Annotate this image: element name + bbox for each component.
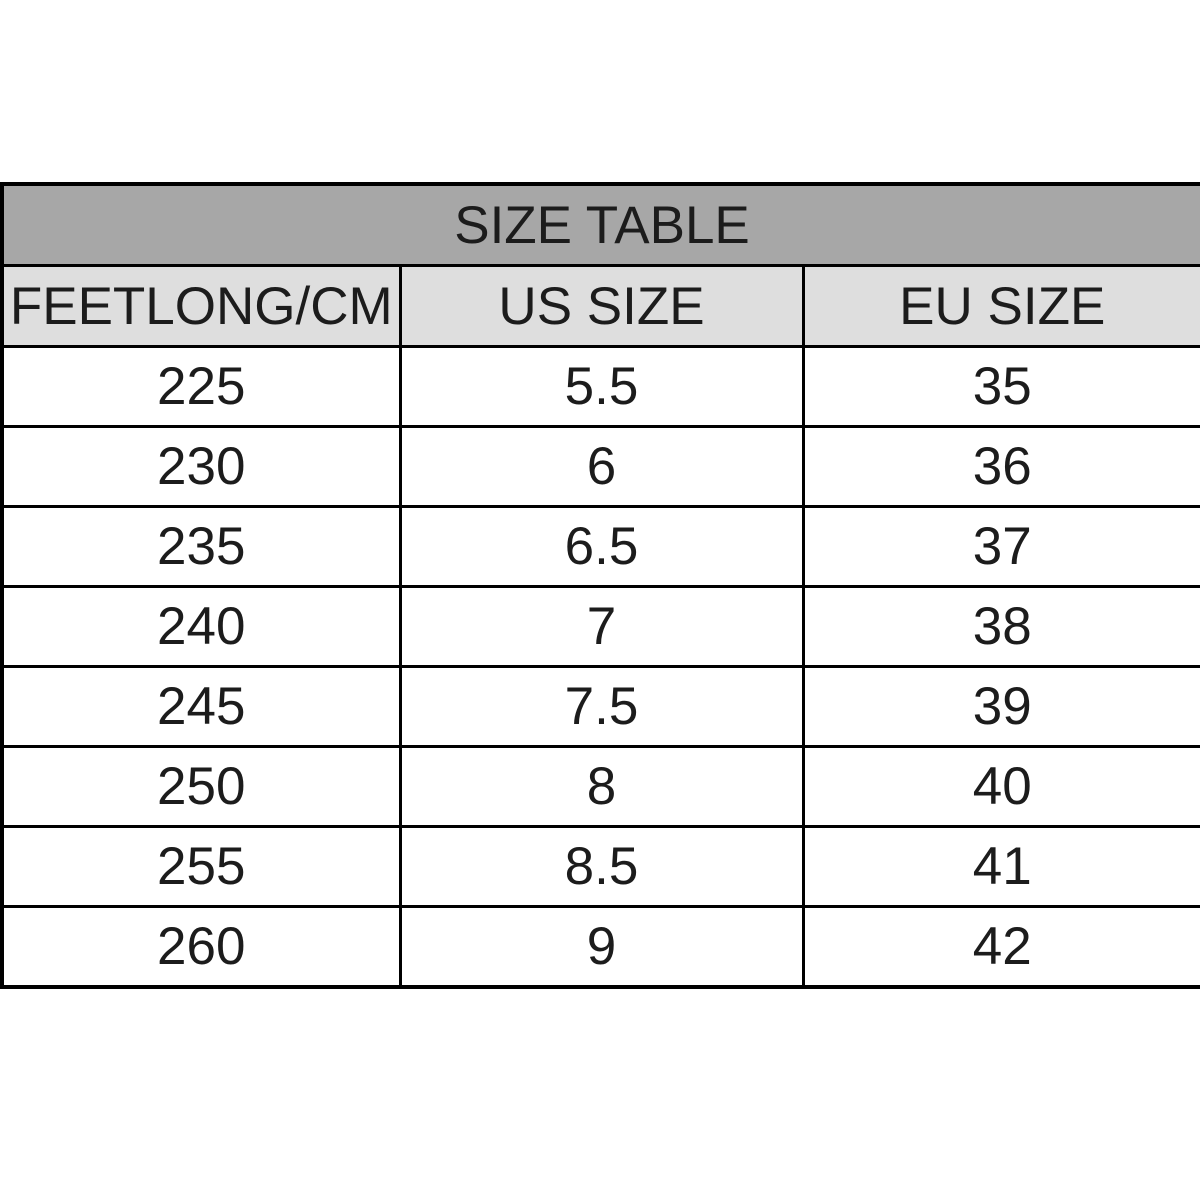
column-header-us-size: US SIZE xyxy=(400,266,803,347)
cell-us-size: 6 xyxy=(400,427,803,507)
cell-us-size: 6.5 xyxy=(400,507,803,587)
table-header-row xyxy=(2,266,1200,347)
cell-eu-size: 40 xyxy=(803,747,1200,827)
cell-feetlong: 230 xyxy=(2,427,400,507)
cell-us-size: 8 xyxy=(400,747,803,827)
size-table xyxy=(0,182,1200,989)
table-row xyxy=(2,747,1200,827)
table-row xyxy=(2,427,1200,507)
cell-feetlong: 225 xyxy=(2,347,400,427)
cell-eu-size: 42 xyxy=(803,907,1200,988)
size-table-container xyxy=(0,182,1200,989)
cell-eu-size: 36 xyxy=(803,427,1200,507)
cell-us-size: 7.5 xyxy=(400,667,803,747)
table-row xyxy=(2,827,1200,907)
cell-eu-size: 35 xyxy=(803,347,1200,427)
cell-us-size: 8.5 xyxy=(400,827,803,907)
cell-feetlong: 245 xyxy=(2,667,400,747)
cell-feetlong: 240 xyxy=(2,587,400,667)
table-row xyxy=(2,907,1200,988)
cell-feetlong: 235 xyxy=(2,507,400,587)
column-header-eu-size: EU SIZE xyxy=(803,266,1200,347)
table-row xyxy=(2,347,1200,427)
column-header-feetlong-cm: FEETLONG/CM xyxy=(2,266,400,347)
table-title-row xyxy=(2,184,1200,266)
cell-us-size: 5.5 xyxy=(400,347,803,427)
cell-eu-size: 38 xyxy=(803,587,1200,667)
cell-us-size: 7 xyxy=(400,587,803,667)
cell-us-size: 9 xyxy=(400,907,803,988)
table-row xyxy=(2,587,1200,667)
table-row xyxy=(2,507,1200,587)
cell-feetlong: 255 xyxy=(2,827,400,907)
table-row xyxy=(2,667,1200,747)
cell-eu-size: 39 xyxy=(803,667,1200,747)
cell-feetlong: 250 xyxy=(2,747,400,827)
cell-eu-size: 37 xyxy=(803,507,1200,587)
cell-eu-size: 41 xyxy=(803,827,1200,907)
cell-feetlong: 260 xyxy=(2,907,400,988)
table-title: SIZE TABLE xyxy=(2,184,1200,266)
